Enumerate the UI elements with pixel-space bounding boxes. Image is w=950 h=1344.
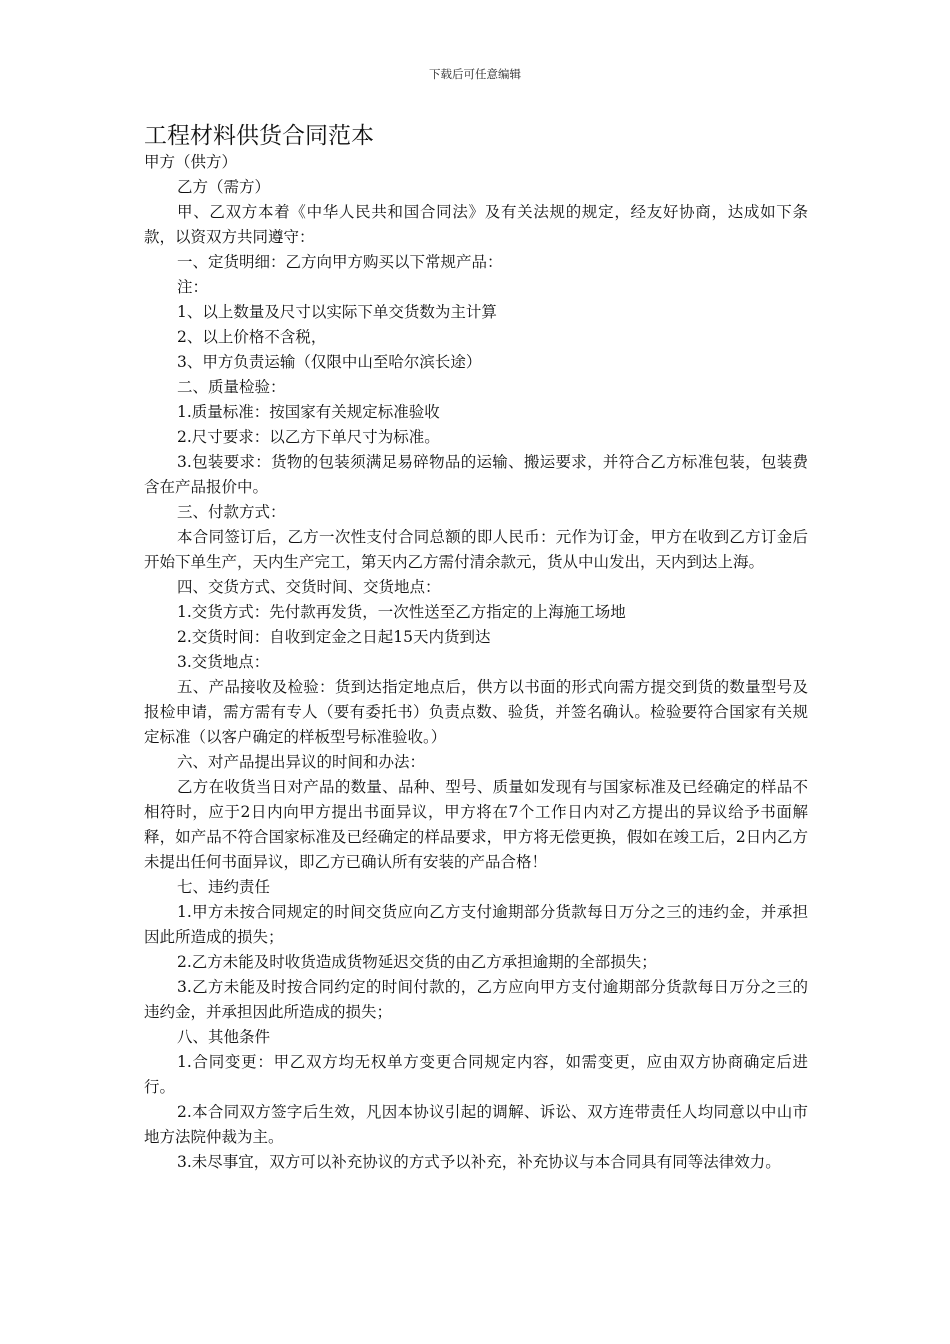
paragraph: 3.交货地点： <box>177 653 270 671</box>
paragraph: 二、质量检验： <box>177 378 286 396</box>
paragraph: 八、其他条件 <box>177 1028 271 1046</box>
document-body <box>144 120 808 1175</box>
paragraph: 3.包装要求：货物的包装须满足易碎物品的运输、搬运要求，并符合乙方标准包装，包装费含在产品报价中。 <box>144 453 808 496</box>
paragraph: 1、以上数量及尺寸以实际下单交货数为主计算 <box>177 303 497 321</box>
paragraph: 七、违约责任 <box>177 878 271 896</box>
paragraph: 2.乙方未能及时收货造成货物延迟交货的由乙方承担逾期的全部损失； <box>177 953 657 971</box>
paragraph: 2.尺寸要求：以乙方下单尺寸为标准。 <box>177 428 440 446</box>
paragraph: 一、定货明细：乙方向甲方购买以下常规产品： <box>177 253 503 271</box>
paragraph: 1.质量标准：按国家有关规定标准验收 <box>177 403 440 421</box>
paragraph: 注： <box>177 278 209 296</box>
paragraph: 1.甲方未按合同规定的时间交货应向乙方支付逾期部分货款每日万分之三的违约金，并承担因此所造成的损失； <box>144 903 808 946</box>
paragraph: 2.交货时间：自收到定金之日起15天内货到达 <box>177 628 491 646</box>
paragraph: 六、对产品提出异议的时间和办法： <box>177 753 426 771</box>
paragraph: 1.交货方式：先付款再发货，一次性送至乙方指定的上海施工场地 <box>177 603 626 621</box>
paragraph: 3、甲方负责运输（仅限中山至哈尔滨长途） <box>177 353 482 371</box>
paragraph: 三、付款方式： <box>177 503 286 521</box>
paragraph: 2.本合同双方签字后生效，凡因本协议引起的调解、诉讼、双方连带责任人均同意以中山市地方法院仲裁为主。 <box>144 1103 808 1146</box>
paragraph: 甲、乙双方本着《中华人民共和国合同法》及有关法规的规定，经友好协商，达成如下条款，以资双方共同遵守： <box>144 203 808 246</box>
paragraph: 乙方（需方） <box>177 178 271 196</box>
paragraph: 3.未尽事宜，双方可以补充协议的方式予以补充，补充协议与本合同具有同等法律效力。 <box>177 1153 781 1171</box>
header-note: 下载后可任意编辑 <box>429 67 521 81</box>
paragraph: 本合同签订后，乙方一次性支付合同总额的即人民币：元作为订金，甲方在收到乙方订金后开始下单生产，天内生产完工，第天内乙方需付清余款元，货从中山发出，天内到达上海。 <box>144 528 808 571</box>
paragraph-list <box>144 150 808 1175</box>
paragraph: 五、产品接收及检验：货到达指定地点后，供方以书面的形式向需方提交到货的数量型号及报检申请，需方需有专人（要有委托书）负责点数、验货，并签名确认。检验要符合国家有关规定标准（以客户确定的样板型号标准验收。） <box>144 678 808 746</box>
paragraph: 甲方（供方） <box>144 153 238 171</box>
document-title: 工程材料供货合同范本 <box>144 123 374 149</box>
paragraph: 2、以上价格不含税， <box>177 328 327 346</box>
paragraph: 1.合同变更：甲乙双方均无权单方变更合同规定内容，如需变更，应由双方协商确定后进行。 <box>144 1053 808 1096</box>
paragraph: 3.乙方未能及时按合同约定的时间付款的，乙方应向甲方支付逾期部分货款每日万分之三的违约金，并承担因此所造成的损失； <box>144 978 808 1021</box>
paragraph: 四、交货方式、交货时间、交货地点： <box>177 578 441 596</box>
paragraph: 乙方在收货当日对产品的数量、品种、型号、质量如发现有与国家标准及已经确定的样品不相符时，应于2日内向甲方提出书面异议，甲方将在7个工作日内对乙方提出的异议给予书面解释，如产品不符合国家标准及已经确定的样品要求，甲方将无偿更换，假如在竣工后，2日内乙方未提出任何书面异议，即乙方已确认所有安装的产品合格！ <box>144 778 808 871</box>
